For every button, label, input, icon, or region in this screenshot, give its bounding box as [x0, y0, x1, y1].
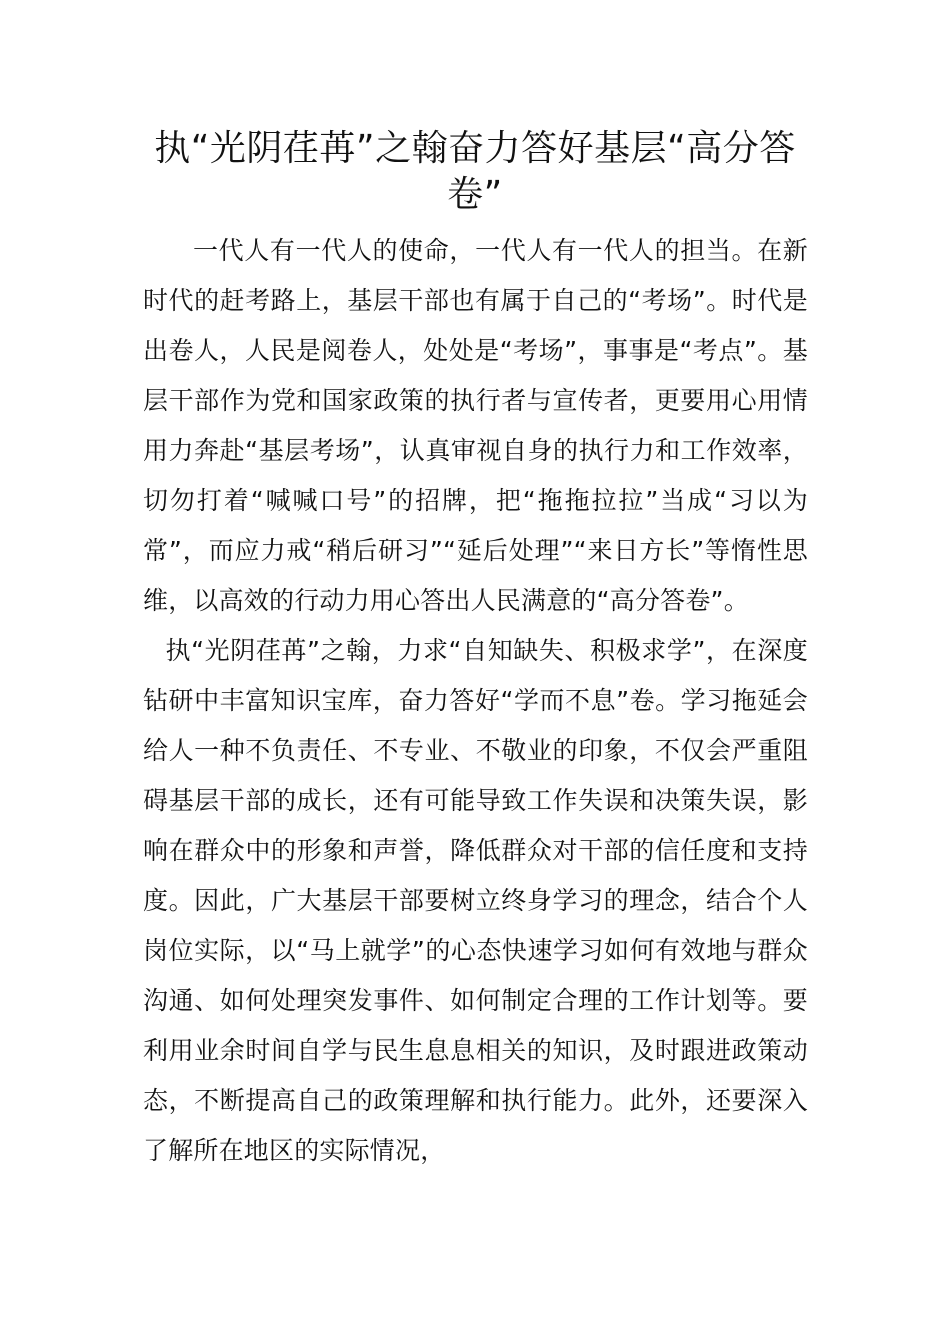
paragraph: 执“光阴荏苒”之翰，力求“自知缺失、积极求学”，在深度钻研中丰富知识宝库，奋力答好“学而不息”卷。学习拖延会给人一种不负责任、不专业、不敬业的印象，不仅会严重阻碍基层干部的成长，还有可能导致工作失误和决策失误，影响在群众中的形象和声誉，降低群众对干部的信任度和支持度。因此，广大基层干部要树立终身学习的理念，结合个人岗位实际，以“马上就学”的心态快速学习如何有效地与群众沟通、如何处理突发事件、如何制定合理的工作计划等。要利用业余时间自学与民生息息相关的知识，及时跟进政策动态，不断提高自己的政策理解和执行能力。此外，还要深入了解所在地区的实际情况， [143, 636, 808, 1165]
paragraph: 一代人有一代人的使命，一代人有一代人的担当。在新时代的赶考路上，基层干部也有属于自己的“考场”。时代是出卷人，人民是阅卷人，处处是“考场”，事事是“考点”。基层干部作为党和国家政策的执行者与宣传者，更要用心用情用力奔赴“基层考场”，认真审视自身的执行力和工作效率，切勿打着“喊喊口号”的招牌，把“拖拖拉拉”当成“习以为常”，而应力戒“稍后研习”“延后处理”“来日方长”等惰性思维，以高效的行动力用心答出人民满意的“高分答卷”。 [143, 236, 808, 615]
document-title: 执“光阴荏苒”之翰奋力答好基层“高分答卷” [154, 128, 796, 215]
document-body [143, 226, 808, 1176]
